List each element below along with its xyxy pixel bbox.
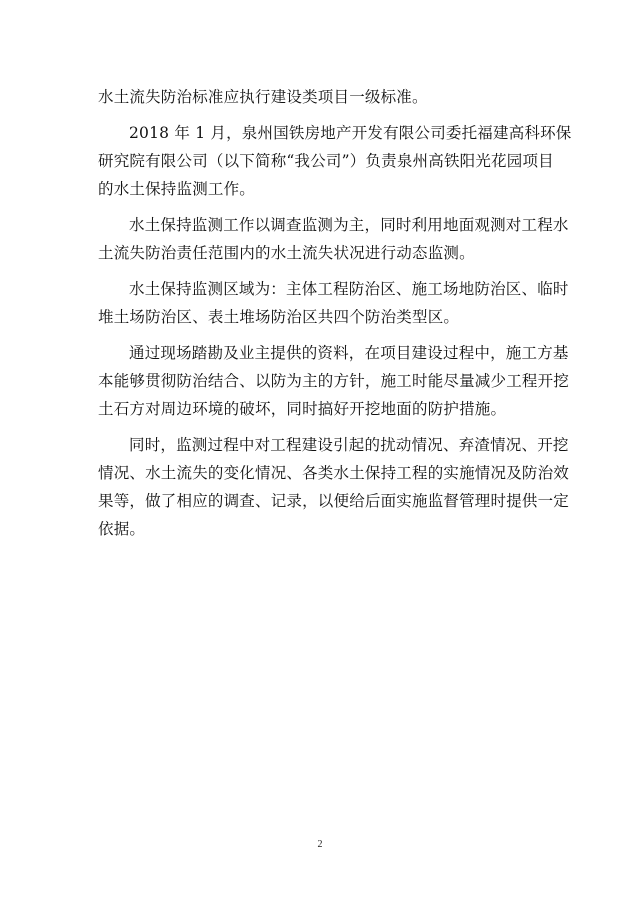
paragraph-3 [98,211,569,267]
text-line: 果等，做了相应的调查、记录，以便给后面实施监督管理时提供一定 [98,492,570,510]
text-line: 水土流失防治标准应执行建设类项目一级标准。 [98,88,428,106]
paragraph-1 [98,83,550,111]
text-line: 2018 年 1 月，泉州国铁房地产开发有限公司委托福建高科环保 [129,124,572,142]
text-line: 情况、水土流失的变化情况、各类水土保持工程的实施情况及防治效 [98,464,570,482]
paragraph-2 [98,119,572,203]
text-line: 研究院有限公司（以下简称“我公司”）负责泉州高铁阳光花园项目 [98,152,554,170]
text-line: 水土保持监测工作以调查监测为主，同时利用地面观测对工程水 [129,216,569,234]
text-line: 土石方对周边环境的破坏，同时搞好开挖地面的防护措施。 [98,400,507,418]
text-line: 通过现场踏勘及业主提供的资料，在项目建设过程中，施工方基 [129,344,569,362]
text-line: 水土保持监测区域为：主体工程防治区、施工场地防治区、临时 [129,280,569,298]
text-line: 同时，监测过程中对工程建设引起的扰动情况、弃渣情况、开挖 [129,436,569,454]
text-line: 依据。 [98,520,146,538]
text-line: 的水土保持监测工作。 [98,180,256,198]
text-line: 本能够贯彻防治结合、以防为主的方针，施工时能尽量减少工程开挖 [98,372,570,390]
page-number: 2 [317,839,323,850]
text-line: 堆土场防治区、表土堆场防治区共四个防治类型区。 [98,308,460,326]
paragraph-6 [98,431,570,543]
paragraph-5 [98,339,570,423]
document-body [98,83,572,551]
paragraph-4 [98,275,569,331]
text-line: 土流失防治责任范围内的水土流失状况进行动态监测。 [98,244,475,262]
